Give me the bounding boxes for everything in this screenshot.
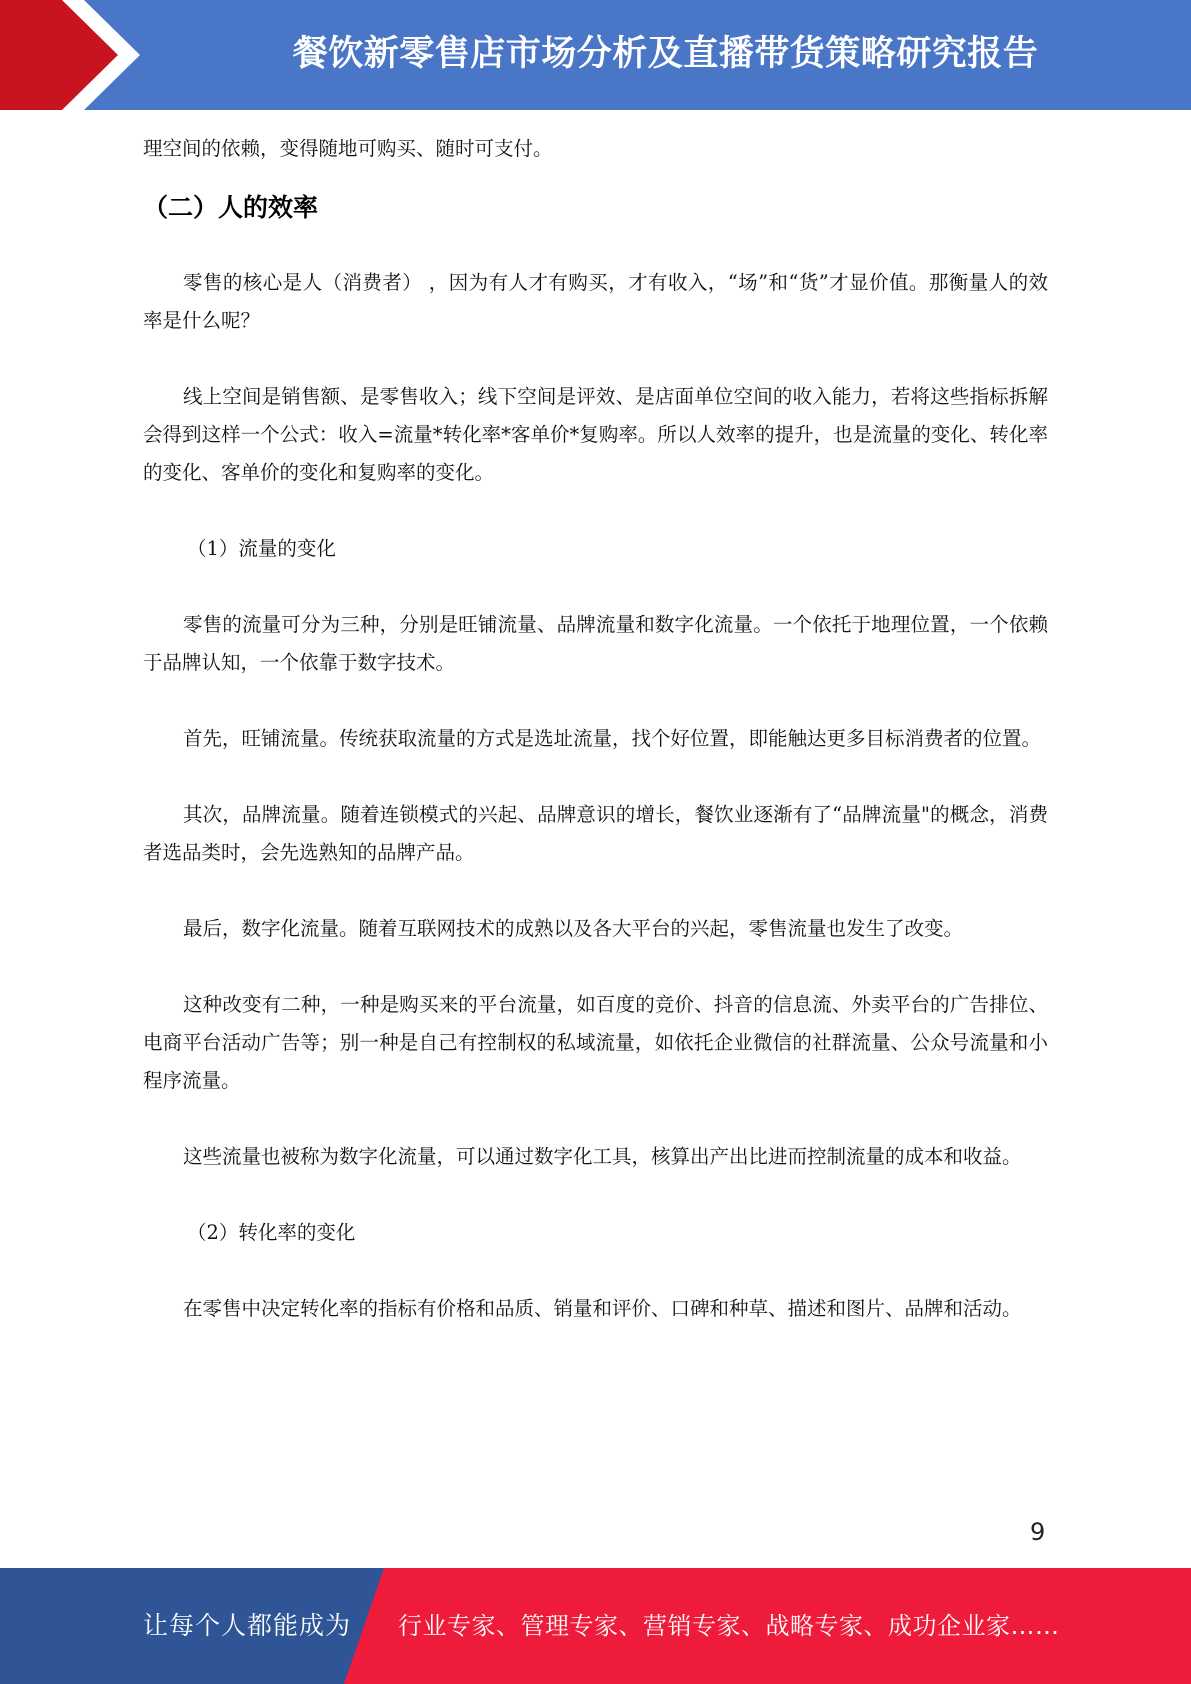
paragraph: 首先，旺铺流量。传统获取流量的方式是选址流量，找个好位置，即能触达更多目标消费者的位置。 <box>183 727 1042 750</box>
header-chevron-graphic <box>0 0 160 110</box>
paragraph: 这种改变有二种，一种是购买来的平台流量，如百度的竞价、抖音的信息流、外卖平台的广告排位、电商平台活动广告等；别一种是自己有控制权的私域流量，如依托企业微信的社群流量、公众号流量和小程序流量。 <box>143 993 1048 1092</box>
page-content <box>143 130 1048 1328</box>
lead-paragraph: 理空间的依赖，变得随地可购买、随时可支付。 <box>143 137 553 160</box>
paragraph: 这些流量也被称为数字化流量，可以通过数字化工具，核算出产出比进而控制流量的成本和收益。 <box>183 1145 1022 1168</box>
paragraph: 其次，品牌流量。随着连锁模式的兴起、品牌意识的增长，餐饮业逐渐有了“品牌流量"的概念，消费者选品类时，会先选熟知的品牌产品。 <box>143 803 1048 864</box>
paragraph: 最后，数字化流量。随着互联网技术的成熟以及各大平台的兴起，零售流量也发生了改变。 <box>183 917 964 940</box>
paragraph: 在零售中决定转化率的指标有价格和品质、销量和评价、口碑和种草、描述和图片、品牌和活动。 <box>183 1297 1022 1320</box>
page-footer <box>0 1568 1191 1684</box>
subsection-heading: （1）流量的变化 <box>187 537 336 560</box>
footer-slogan-right: 行业专家、管理专家、营销专家、战略专家、成功企业家…… <box>398 1612 1060 1640</box>
section-heading: （二）人的效率 <box>143 193 319 222</box>
footer-slogan-left: 让每个人都能成为 <box>143 1611 352 1640</box>
subsection-heading: （2）转化率的变化 <box>187 1221 356 1244</box>
page-number: 9 <box>1030 1518 1046 1546</box>
page-header <box>0 0 1191 110</box>
report-title: 餐饮新零售店市场分析及直播带货策略研究报告 <box>292 34 1039 74</box>
paragraph: 线上空间是销售额、是零售收入；线下空间是评效、是店面单位空间的收入能力，若将这些指标拆解会得到这样一个公式：收入=流量*转化率*客单价*复购率。所以人效率的提升，也是流量的变化、转化率的变化、客单价的变化和复购率的变化。 <box>143 385 1048 484</box>
paragraph: 零售的流量可分为三种，分别是旺铺流量、品牌流量和数字化流量。一个依托于地理位置，一个依赖于品牌认知，一个依靠于数字技术。 <box>143 613 1048 674</box>
paragraph: 零售的核心是人（消费者） ，因为有人才有购买，才有收入，“场”和“货”才显价值。那衡量人的效率是什么呢？ <box>143 271 1048 332</box>
